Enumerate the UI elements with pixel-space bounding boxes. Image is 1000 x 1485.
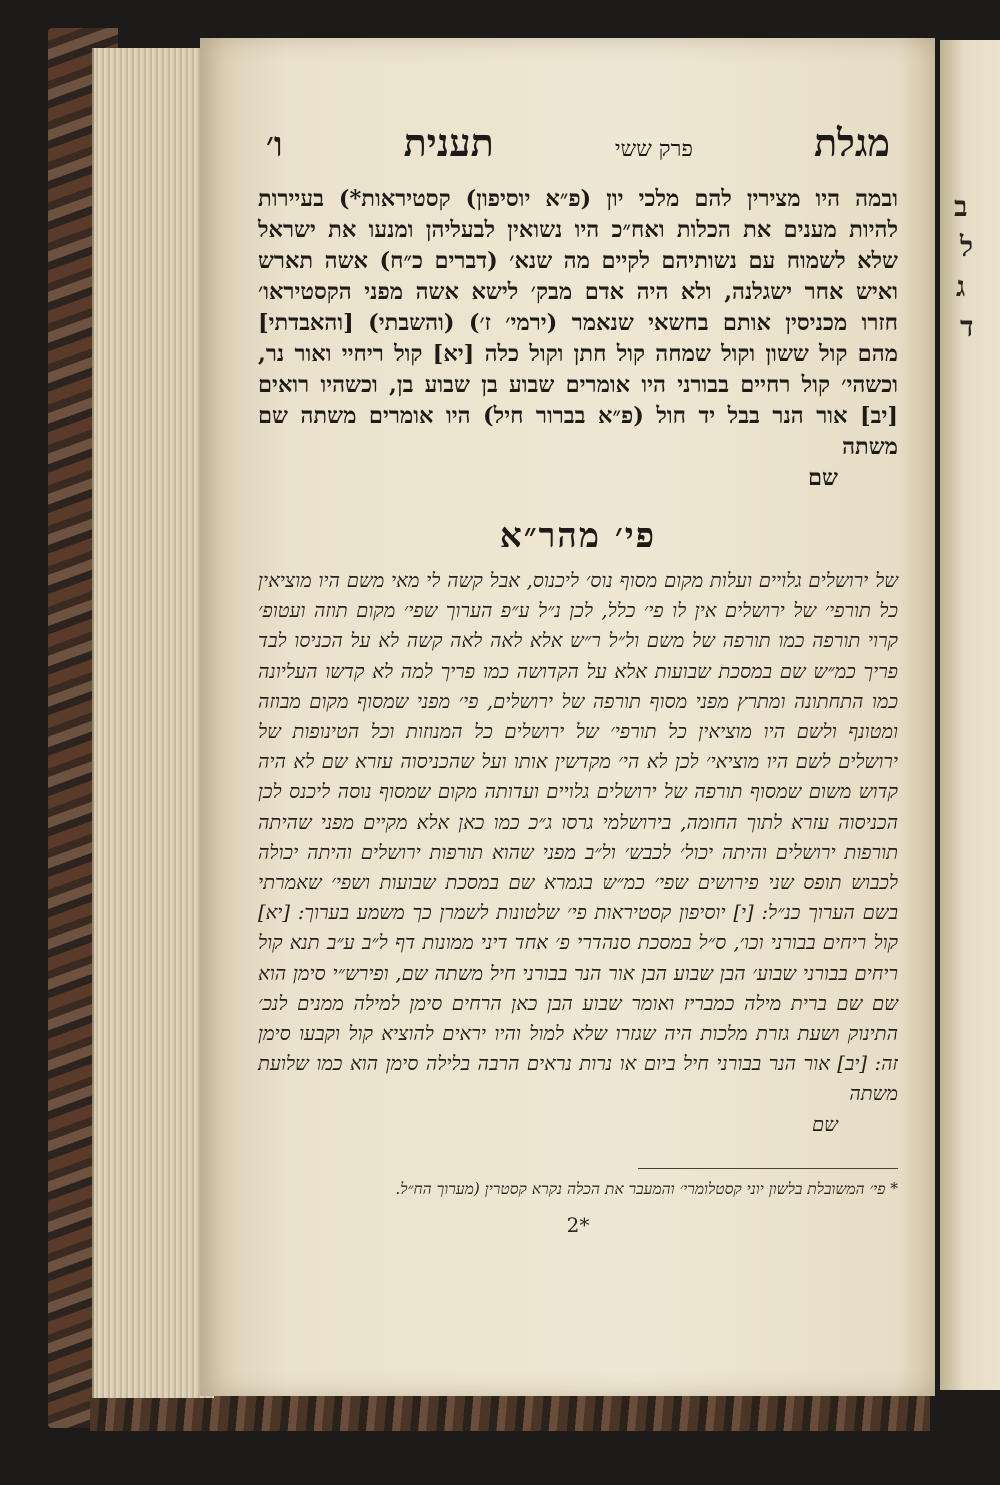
printer-signature: 2* <box>566 1212 590 1237</box>
commentary-text: של ירושלים גלויים ועלות מקום מסוף נוס׳ ליכנוס, אבל קשה לי מאי משם היו מוציאין כל תורפי׳ של ירושלים אין לו פי׳ כלל, לכן נ״ל ע״פ הערוך שפי׳ מקום תוזה ועטופ׳ קרוי תורפה כמו תורפה של משם ול״ל ר״ש אלא לאה לאה קשה לא על הכניסו לבד פריך כמ״ש שם במסכת שבועות אלא על הקדושה כמו פריך למה לא קדשו העליונה כמו התחתונה ומתרץ מפני מסוף תורפה של ירושלים, פי׳ מפני שמסוף מקום מבוזה ומטונף ולשם היו מוציאין כל תורפי׳ של ירושלים כל המנוזות וכל הטינופות של ירושלים לשם היו מוציאי׳ לכן לא הי׳ מקדשין אותו ועל שהכניסוה עזרא שם לא היה קדוש משום שמסוף תורפה של ירושלים גלויים ועדותה מקום שמסוף נוסה ליכנס לכן הכניסוה עזרא לתוך החומה, בירושלמי גרסו ג״כ כמו כאן אלא מקיים מפני שהיתה תורפות ירושלים והיתה יכול׳ לכבש׳ ול״ב מפני שהוא תורפות ירושלים והיתה יכולה לכבוש תופס שני פירושים שפי׳ כמ״ש בגמרא שם במסכת שבועות ושפי׳ שאמרתי בשם הערוך כנ״ל: [י] יוסיפון קסטיראות פי׳ שלטונות לשמרן כך משמע בערוך: [יא] קול ריחים בבורני וכו׳, ס״ל במסכת סנהדרי פ׳ אחד דיני ממונות דף ל״ב ע״ב תנא קול ריחים בבורני שבוע׳ הבן שבוע הבן אור הנר בבורני חיל משתה שם, ופירש״י סימן הוא שם שם ברית מילה כמבריז ואומר שבוע הבן כאן הרחים סימן למילה ממנים לנכ׳ התינוק ושעת גזרת מלכות היה שגזרו שלא למול והיו יראים להוציא קול וקבעו סימן זה: [יב] אור הנר בבורני חיל ביום או נרות נראים הרבה בלילה סימן הוא כמו שלועת משתה <box>258 569 898 1106</box>
marbled-cover-bottom <box>90 1395 930 1431</box>
commentary-heading: פי׳ מהר״א <box>499 516 657 556</box>
running-head-chapter: פרק ששי <box>614 137 693 162</box>
adjacent-page-glyph: ד <box>960 310 974 343</box>
leaf-number: ו׳ <box>266 125 283 165</box>
page-content <box>258 120 898 1237</box>
adjacent-page-glyph: ג <box>956 270 966 303</box>
footnote: * פי׳ המשובלת בלשון יוני קסטלומרי׳ והמעבר את הכלה נקרא קסטרין (מערוך הח״ל. <box>395 1179 898 1198</box>
main-text-closing: שם <box>808 465 838 491</box>
running-head-title-right: מגלת <box>813 120 890 165</box>
main-text-block <box>258 184 898 494</box>
running-head <box>258 120 898 166</box>
adjacent-page-glyph: ל <box>960 230 974 263</box>
footnote-rule <box>638 1168 898 1169</box>
adjacent-page <box>940 40 1000 1390</box>
commentary-closing: שם <box>812 1112 838 1136</box>
main-text: ובמה היו מצירין להם מלכי יון (פ״א יוסיפון) קסטיראות*) בעיירות להיות מענים את הכלות ואח״כ היו נשואין לבעליהן ומנעו את ישראל שלא לשמוח עם נשותיהם לקיים מה שנא׳ (דברים כ״ח) אשה תארש ואיש אחר ישגלנה, ולא היה אדם מבק׳ לישא אשה מפני הקסטיראו׳ חזרו מכניסין אותם בחשאי שנאמר (ירמי׳ ז׳) (והשבתי) [והאבדתי] מהם קול ששון וקול שמחה קול חתן וקול כלה [יא] קול ריחיי ואור נר, וכשהי׳ קול רחיים בבורני היו אומרים שבוע בן שבוע בן, וכשהיו רואים [יב] אור הנר בבל יד חול (פ״א בברור חיל) היו אומרים משתה שם משתה <box>258 186 898 460</box>
commentary-block <box>258 566 898 1140</box>
page-edges <box>92 48 214 1398</box>
adjacent-page-glyph: ב <box>954 190 968 223</box>
running-head-title-left: תענית <box>403 120 494 165</box>
